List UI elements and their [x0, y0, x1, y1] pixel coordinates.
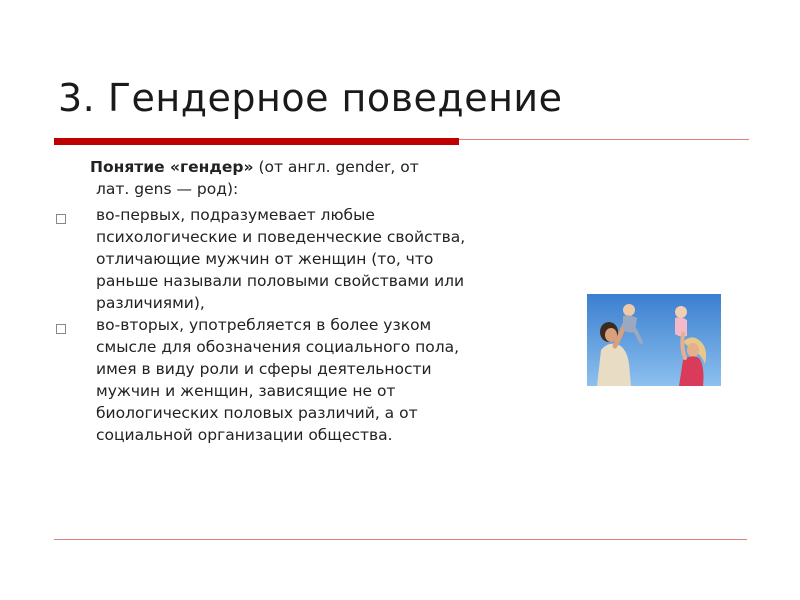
intro-term: Понятие «гендер» — [90, 158, 254, 176]
intro-rest-line1: (от англ. gender, от — [253, 158, 419, 176]
list-item-first: во-первых, подразумевает любые психологические и поведенческие свойства, отличающие мужчин от женщин (то, что раньше называли половыми свойствами или различиями), — [96, 206, 466, 312]
slide-title: 3. Гендерное поведение — [58, 76, 563, 120]
bullet-square-icon — [56, 324, 66, 334]
list-item-second: во-вторых, употребляется в более узком смысле для обозначения социального пола, имея в виду роли и сферы деятельности мужчин и женщин, зависящие не от биологических половых различий, а от социальной организации общества. — [96, 316, 460, 444]
footer-rule — [54, 539, 747, 540]
family-photo — [587, 294, 721, 386]
intro-rest-line2: лат. gens — род): — [96, 180, 239, 198]
family-photo-icon — [587, 294, 721, 386]
intro-paragraph — [90, 156, 490, 200]
title-accent-bar — [54, 138, 459, 145]
bullet-square-icon — [56, 214, 66, 224]
title-rule — [459, 139, 749, 140]
